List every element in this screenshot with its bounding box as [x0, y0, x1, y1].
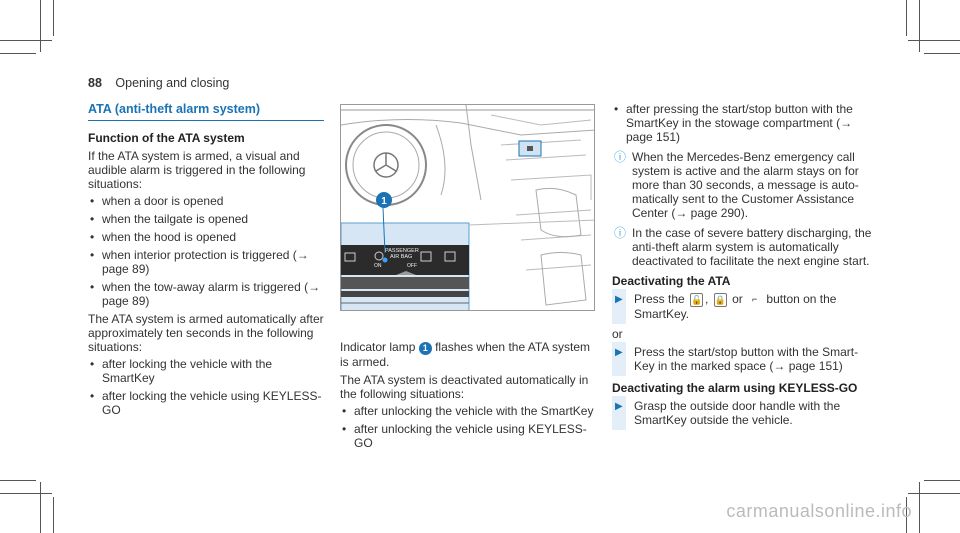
note-text: In the case of severe battery discharging, the anti-theft alarm system is automatically deactivated to facilitate the next engine start. — [632, 226, 872, 268]
indicator-text — [340, 340, 598, 369]
crop-mark — [0, 480, 36, 481]
subsection-heading: Deactivating the alarm using KEYLESS-GO — [612, 380, 858, 395]
list-item: • after locking the vehicle using KEYLESS-GO — [88, 389, 324, 417]
crop-mark — [0, 53, 36, 54]
step-arrow-icon: ▶ — [615, 294, 623, 305]
info-icon: ⓘ — [614, 150, 627, 164]
crop-mark — [53, 497, 54, 533]
step-arrow-icon: ▶ — [615, 346, 623, 358]
airbag-label: AIR BAG — [390, 254, 413, 260]
watermark: carmanualsonline.info — [726, 501, 912, 521]
deactivation-text: The ATA system is deactivated automatically in the following situations: — [340, 373, 589, 401]
off-label: OFF — [407, 263, 417, 269]
list-item: • after unlocking the vehicle using KEYLESS-GO — [340, 422, 598, 450]
dashboard-figure — [340, 104, 595, 311]
instruction-step — [612, 399, 872, 427]
list-item: • when the hood is opened — [88, 230, 324, 244]
crop-mark — [908, 40, 960, 41]
step-text: button on the SmartKey. — [634, 292, 837, 321]
crop-mark — [40, 482, 41, 533]
deactivation-list-cont — [612, 102, 872, 144]
crop-mark — [924, 480, 960, 481]
subsection-heading: Function of the ATA system — [88, 131, 245, 145]
list-item: • when the tow-away alarm is triggered (→ page 89) — [88, 280, 324, 308]
lock-icon: 🔒 — [714, 294, 726, 305]
figure-callout-1: 1 — [381, 196, 387, 207]
note-text: When the Mercedes-Benz emergency call system is active and the alarm stays on for more than 30 seconds, a message is auto-matically sent to the Customer Assistance Center (→ page 290). — [632, 150, 859, 220]
unlock-icon: 🔓 — [691, 294, 703, 305]
deactivation-list — [340, 404, 598, 450]
crop-mark — [919, 0, 920, 52]
list-item: • after pressing the start/stop button with the SmartKey in the stowage compartment (→ page 151) — [612, 102, 872, 144]
dashboard-illustration — [341, 105, 595, 311]
crop-mark — [0, 40, 52, 41]
info-note — [612, 150, 872, 220]
column-right — [612, 102, 872, 433]
crop-mark — [919, 482, 920, 533]
tailgate-icon: ⌐ — [751, 293, 758, 304]
list-item: • when a door is opened — [88, 194, 324, 208]
crop-mark — [0, 493, 52, 494]
list-item: • after unlocking the vehicle with the SmartKey — [340, 404, 598, 418]
armed-text: The ATA system is armed automatically after approximately ten seconds in the following situations: — [88, 312, 324, 354]
intro-text: If the ATA system is armed, a visual and audible alarm is triggered in the following situations: — [88, 149, 306, 191]
crop-mark — [906, 0, 907, 36]
crop-mark — [924, 53, 960, 54]
instruction-step — [612, 345, 872, 373]
armed-situations-list — [88, 357, 324, 417]
info-icon: ⓘ — [614, 226, 627, 240]
step-text: Press the — [634, 292, 685, 306]
subsection-heading: Deactivating the ATA — [612, 274, 731, 288]
instruction-step: ▶ Press the 🔓 , 🔒 or ⌐ button on the SmartKey. — [612, 292, 872, 321]
crop-mark — [40, 0, 41, 52]
callout-badge-1: 1 — [419, 342, 432, 355]
step-text: Press the start/stop button with the Smart-Key in the marked space (→ page 151) — [634, 344, 859, 373]
passenger-label: PASSENGER — [385, 248, 419, 254]
column-middle — [340, 340, 598, 454]
crop-mark — [908, 493, 960, 494]
list-item: • after locking the vehicle with the SmartKey — [88, 357, 324, 385]
indicator-text-end: flashes when the ATA system is armed. — [340, 340, 591, 369]
on-label: ON — [374, 263, 382, 269]
crop-mark — [53, 0, 54, 36]
list-item: • when the tailgate is opened — [88, 212, 324, 226]
or-text: or — [612, 326, 623, 341]
column-left — [88, 102, 324, 421]
section-heading: ATA (anti-theft alarm system) — [88, 102, 324, 121]
step-arrow-icon: ▶ — [615, 400, 623, 412]
alarm-situations-list — [88, 194, 324, 308]
page-header — [88, 76, 229, 90]
indicator-text-start: Indicator lamp — [340, 340, 416, 354]
info-note — [612, 226, 872, 268]
list-item: • when interior protection is triggered (→ page 89) — [88, 248, 324, 276]
page-number: 88 — [88, 76, 102, 90]
section-title: Opening and closing — [115, 76, 230, 90]
step-text-or: or — [732, 292, 743, 306]
step-text: Grasp the outside door handle with the SmartKey outside the vehicle. — [634, 398, 841, 427]
